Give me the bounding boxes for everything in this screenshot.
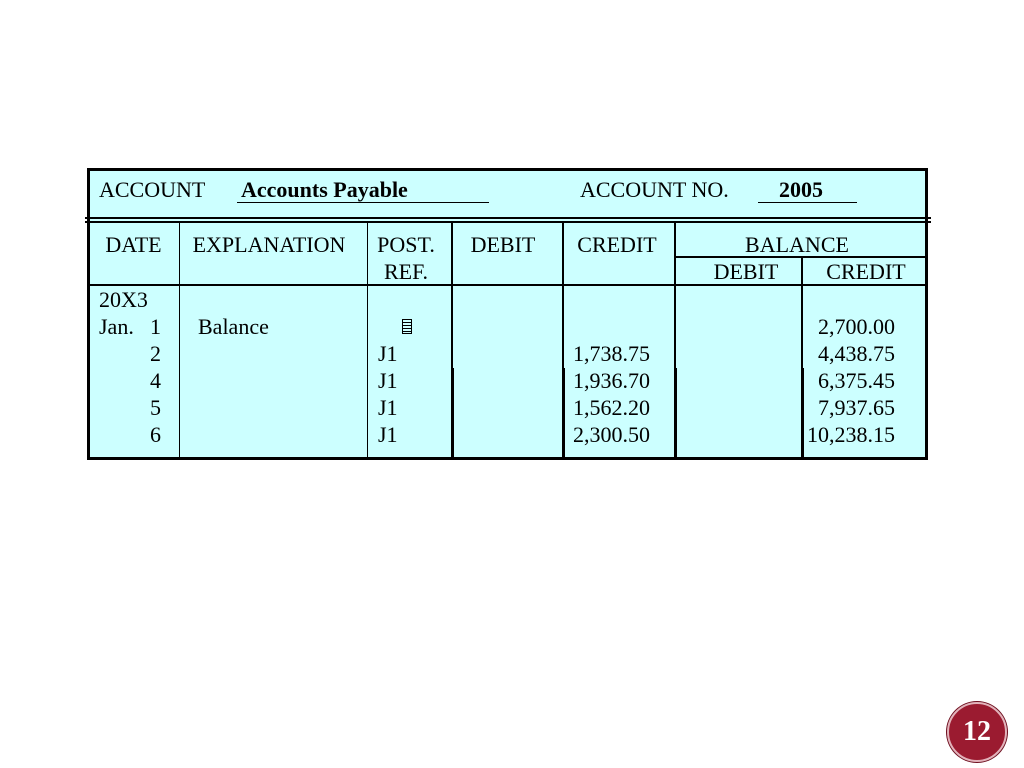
ledger-row [0,394,1024,421]
account-number-field [758,177,857,203]
account-label: ACCOUNT [99,177,206,202]
entry-balance-credit: 7,937.65 [818,395,895,420]
account-name-field [237,177,489,203]
entry-day: 4 [150,368,161,393]
account-number-label: ACCOUNT NO. [580,177,729,202]
post-ref-mark-icon [402,319,412,334]
column-header-explanation: EXPLANATION [192,232,346,257]
entry-day: 2 [150,341,161,366]
page-number-badge [947,702,1007,762]
entry-month: Jan. [99,314,134,339]
entry-post-ref: J1 [378,368,398,393]
column-header-balance-debit: DEBIT [713,259,779,284]
ledger-row [0,367,1024,394]
header-double-rule-top [85,217,931,219]
entry-post-ref: J1 [378,395,398,420]
ledger-row [0,421,1024,448]
entry-day: 1 [150,314,161,339]
account-name: Accounts Payable [241,177,408,202]
column-header-balance-credit: CREDIT [826,259,906,284]
column-header-debit: DEBIT [470,232,536,257]
entry-balance-credit: 10,238.15 [807,422,895,447]
entry-day: 5 [150,395,161,420]
column-header-post-ref-line2: REF. [383,259,429,284]
entry-post-ref: J1 [378,341,398,366]
entry-credit: 2,300.50 [573,422,650,447]
entry-balance-credit: 6,375.45 [818,368,895,393]
account-number: 2005 [779,177,823,202]
year-label: 20X3 [99,287,148,312]
entry-credit: 1,738.75 [573,341,650,366]
entry-post-ref: J1 [378,422,398,447]
column-header-credit: CREDIT [577,232,657,257]
page-number: 12 [963,716,991,747]
year-row [0,286,1024,313]
ledger-row [0,340,1024,367]
header-double-rule-bottom [85,221,931,223]
entry-balance-credit: 4,438.75 [818,341,895,366]
column-header-balance: BALANCE [745,232,849,257]
entry-credit: 1,562.20 [573,395,650,420]
entry-credit: 1,936.70 [573,368,650,393]
column-header-date: DATE [105,232,162,257]
entry-explanation: Balance [198,314,269,339]
column-header-post-ref: POST. [377,232,435,257]
entry-day: 6 [150,422,161,447]
entry-balance-credit: 2,700.00 [818,314,895,339]
ledger-row [0,313,1024,340]
